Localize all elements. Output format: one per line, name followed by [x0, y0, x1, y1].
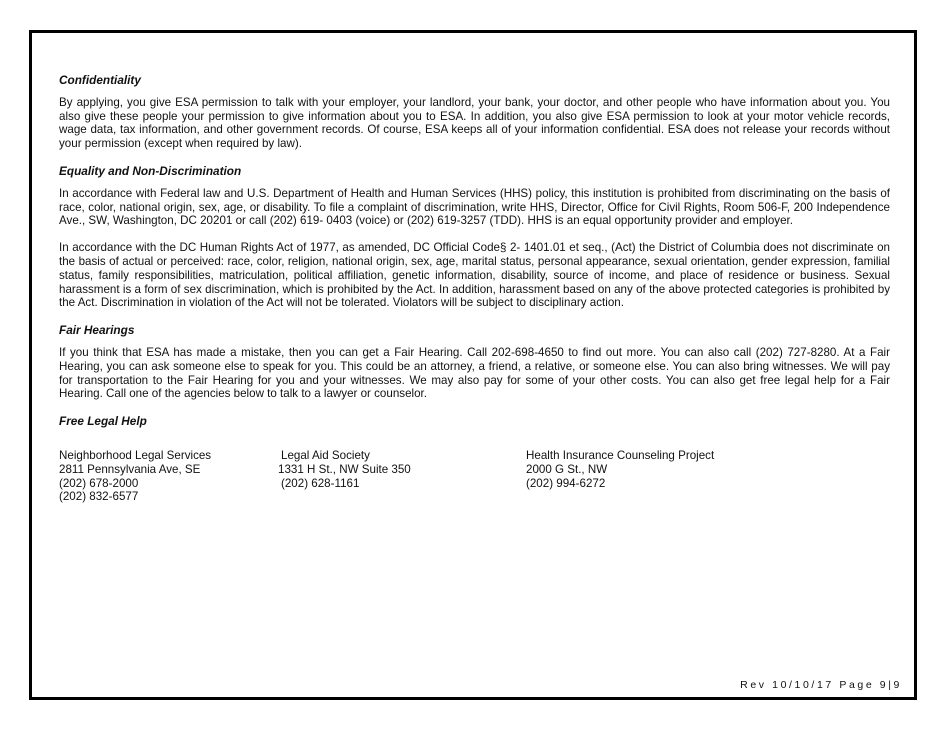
agency-legal-aid-society — [278, 449, 411, 490]
fair-hearings-text: If you think that ESA has made a mistake, then you can get a Fair Hearing. Call 202-698-4650 to find out more. You can also call (202) 727-8280. At a Fair Hearing, you can ask someone else to speak for you. This could be an attorney, a friend, a relative, or someone else. You can also bring witnesses. We will pay for transportation to the Fair Hearing for you and your witnesses. We may also pay for some of your other costs. You can also get free legal help for a Fair Hearing. Call one of the agencies below to talk to a lawyer or counselor. — [59, 345, 890, 401]
agency-address: 1331 H St., NW Suite 350 — [278, 462, 411, 476]
equality-paragraph-hhs: In accordance with Federal law and U.S. Department of Health and Human Services (HHS) policy, this institution is prohibited from discriminating on the basis of race, color, national origin, sex, age, or disability. To file a complaint of discrimination, write HHS, Director, Office for Civil Rights, Room 506-F, 200 Independence Ave., SW, Washington, DC 20201 or call (202) 619- 0403 (voice) or (202) 619-3257 (TDD). HHS is an equal opportunity provider and employer. — [59, 186, 890, 228]
agency-phone: (202) 628-1161 — [281, 476, 360, 490]
agency-phone: (202) 994-6272 — [526, 476, 606, 490]
confidentiality-heading: Confidentiality — [59, 73, 141, 87]
agency-address: 2000 G St., NW — [526, 462, 608, 476]
fair-hearings-heading: Fair Hearings — [59, 323, 135, 338]
agency-name: Health Insurance Counseling Project — [526, 448, 715, 462]
legal-help-heading: Free Legal Help — [59, 414, 147, 429]
equality-heading: Equality and Non-Discrimination — [59, 163, 242, 178]
agency-list — [59, 449, 890, 509]
agency-phone: (202) 832-6577 — [59, 490, 139, 504]
agency-neighborhood-legal-services — [59, 449, 211, 504]
agency-name: Neighborhood Legal Services — [59, 448, 212, 462]
agency-address: 2811 Pennsylvania Ave, SE — [59, 462, 201, 476]
page-footer: Rev 10/10/17 Page 9|9 — [740, 679, 902, 691]
document-body — [59, 74, 890, 509]
agency-phone: (202) 678-2000 — [59, 476, 139, 490]
confidentiality-text: By applying, you give ESA permission to talk with your employer, your landlord, your bank, your doctor, and other people who have information about you. You also give these people your permission to give information about you to ESA. In addition, you also give ESA permission to look at your motor vehicle records, wage data, tax information, and other government records. Of course, ESA keeps all of your information confidential. ESA does not release your records without your permission (except when required by law). — [59, 95, 890, 151]
agency-health-insurance-counseling — [526, 449, 714, 490]
agency-name: Legal Aid Society — [281, 448, 370, 462]
equality-paragraph-dc: In accordance with the DC Human Rights Act of 1977, as amended, DC Official Code§ 2- 1401.01 et seq., (Act) the District of Columbia does not discriminate on the basis of actual or perceived: race, color, religion, national origin, sex, age, marital status, personal appearance, sexual orientation, gender expression, familial status, family responsibilities, matriculation, political affiliation, genetic information, disability, source of income, and place of residence or business. Sexual harassment is a form of sex discrimination, which is prohibited by the Act. In addition, harassment based on any of the above protected categories is prohibited by the Act. Discrimination in violation of the Act will not be tolerated. Violators will be subject to disciplinary action. — [59, 241, 890, 310]
